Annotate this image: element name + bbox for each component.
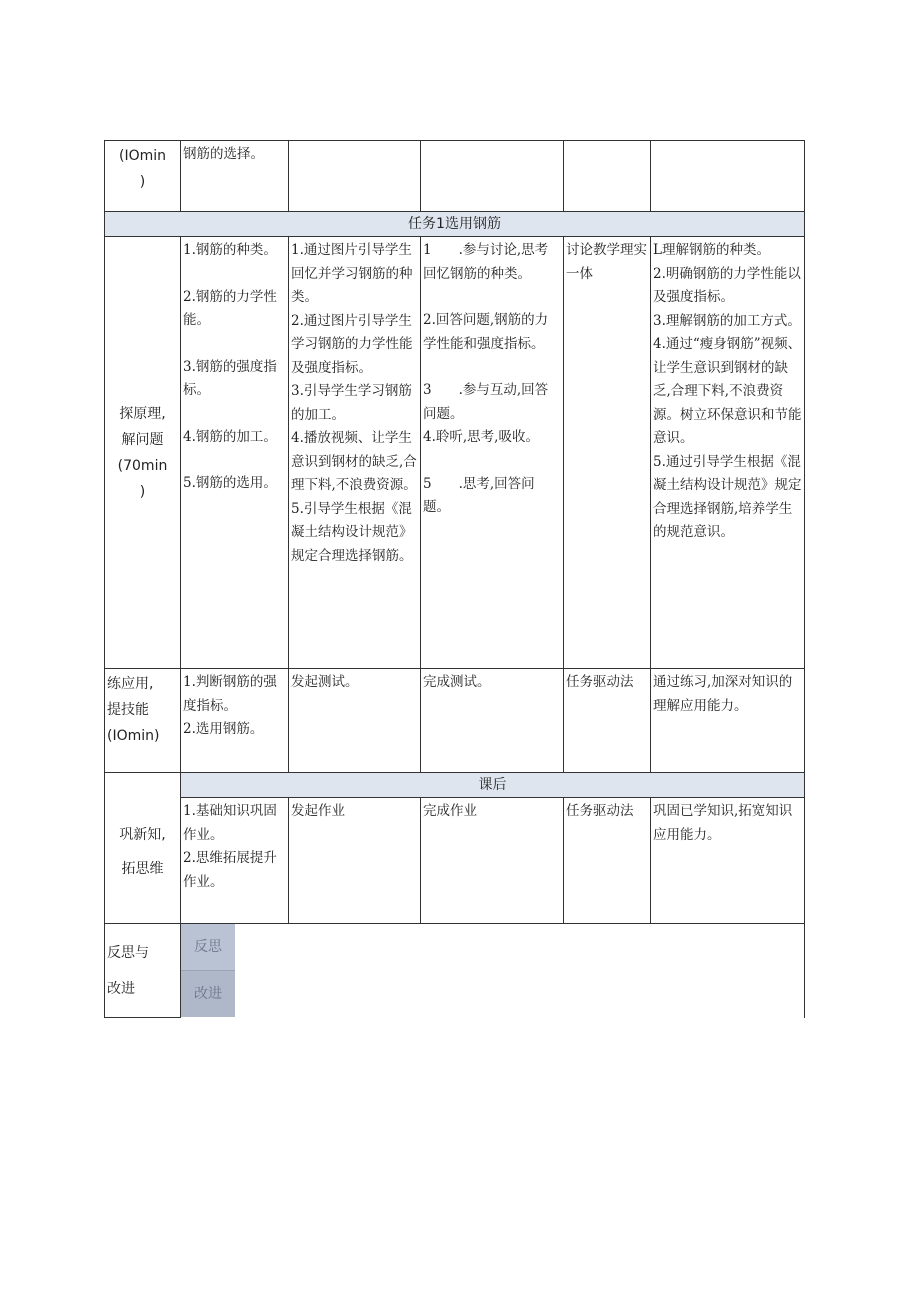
content-item: 3.钢筋的强度指标。 — [183, 358, 277, 398]
table-row-after — [105, 798, 805, 924]
stage-label: (IOmin ) — [118, 148, 166, 190]
after-class-banner: 课后 — [181, 773, 805, 798]
student-item: 5 .思考,回答问题。 — [423, 475, 535, 515]
content-item: 1.判断钢筋的强度指标。 — [183, 674, 277, 714]
content-cell — [181, 669, 289, 773]
teacher-item: 3.引导学生学习钢筋的加工。 — [291, 383, 412, 423]
method-cell: 任务驱动法 — [564, 669, 651, 773]
goal-item: 2.明确钢筋的力学性能以及强度指标。 — [653, 265, 801, 305]
teacher-item: 4.播放视频、让学生意识到钢材的缺乏,合理下料,不浪费资源。 — [291, 430, 417, 493]
student-cell — [421, 141, 564, 212]
goal-cell — [651, 141, 805, 212]
lesson-plan-table — [104, 140, 805, 1018]
content-item: 1.钢筋的种类。 — [183, 242, 277, 258]
table-row-explore — [105, 237, 805, 669]
content-item: 2.钢筋的力学性能。 — [183, 288, 277, 328]
goal-item: 3.理解钢筋的加工方式。 — [653, 312, 801, 329]
teacher-cell: 发起作业 — [289, 798, 421, 924]
method-cell: 讨论教学理实一体 — [564, 237, 651, 669]
table-row-reflection — [105, 924, 805, 1018]
goal-item: 4.通过“瘦身钢筋”视频、让学生意识到钢材的缺乏,合理下料,不浪费资源。树立环保意识和节能意识。 — [653, 336, 802, 446]
content-item: 2.选用钢筋。 — [183, 721, 264, 737]
goal-item: L理解钢筋的种类。 — [653, 242, 770, 258]
stage-cell-explore — [105, 237, 181, 669]
student-cell: 完成测试。 — [421, 669, 564, 773]
stage-line: ) — [139, 483, 146, 500]
teacher-cell: 发起测试。 — [289, 669, 421, 773]
student-item: 2.回答问题,钢筋的力学性能和强度指标。 — [423, 312, 549, 352]
teacher-item: 5.引导学生根据《混凝土结构设计规范》规定合理选择钢筋。 — [291, 500, 413, 564]
reflection-tag: 反思 — [181, 924, 235, 971]
stage-line: 反思与 — [107, 944, 149, 961]
stage-cell-after — [105, 773, 181, 924]
method-cell — [564, 141, 651, 212]
stage-line: 巩新知, — [119, 827, 166, 843]
content-item: 1.基础知识巩固作业。 — [183, 803, 277, 843]
reflection-tag-cell — [181, 924, 289, 1018]
content-cell — [181, 798, 289, 924]
goal-item: 5.通过引导学生根据《混凝土结构设计规范》规定合理选择钢筋,培养学生的规范意识。 — [653, 453, 802, 540]
teacher-item: 1.通过图片引导学生回忆并学习钢筋的种类。 — [291, 242, 413, 305]
student-cell: 完成作业 — [421, 798, 564, 924]
task-banner: 任务1选用钢筋 — [105, 212, 805, 237]
stage-line: 练应用, — [107, 676, 154, 692]
stage-cell-reflection — [105, 924, 181, 1018]
teacher-item: 2.通过图片引导学生学习钢筋的力学性能及强度指标。 — [291, 312, 413, 376]
reflection-content-cell — [289, 924, 805, 1018]
content-item: 5.钢筋的选用。 — [183, 475, 277, 491]
stage-line: 探原理, — [119, 405, 166, 422]
improvement-tag: 改进 — [181, 971, 235, 1017]
stage-cell-intro — [105, 141, 181, 212]
stage-line: 改进 — [107, 980, 135, 997]
table-row-after-banner — [105, 773, 805, 798]
content-cell — [181, 237, 289, 669]
teacher-cell — [289, 237, 421, 669]
table-row-task-banner — [105, 212, 805, 237]
lesson-plan-table-wrapper — [104, 140, 804, 1018]
table-row-intro — [105, 141, 805, 212]
stage-line: (70min — [117, 457, 168, 474]
goal-cell — [651, 237, 805, 669]
student-item: 1 .参与讨论,思考回忆钢筋的种类。 — [423, 242, 549, 282]
student-item: 4.聆听,思考,吸收。 — [423, 429, 539, 445]
content-cell: 钢筋的选择。 — [181, 141, 289, 212]
goal-cell: 通过练习,加深对知识的理解应用能力。 — [651, 669, 805, 773]
content-item: 4.钢筋的加工。 — [183, 428, 277, 445]
stage-line: (IOmin) — [107, 728, 160, 744]
content-item: 2.思维拓展提升作业。 — [183, 850, 277, 890]
method-cell: 任务驱动法 — [564, 798, 651, 924]
table-row-practice — [105, 669, 805, 773]
stage-cell-practice — [105, 669, 181, 773]
stage-line: 提技能 — [107, 702, 149, 718]
stage-line: 拓思维 — [121, 861, 164, 877]
student-cell — [421, 237, 564, 669]
goal-cell: 巩固已学知识,拓宽知识应用能力。 — [651, 798, 805, 924]
student-item: 3 .参与互动,回答问题。 — [423, 382, 549, 422]
teacher-cell — [289, 141, 421, 212]
stage-line: 解问题 — [121, 431, 164, 448]
